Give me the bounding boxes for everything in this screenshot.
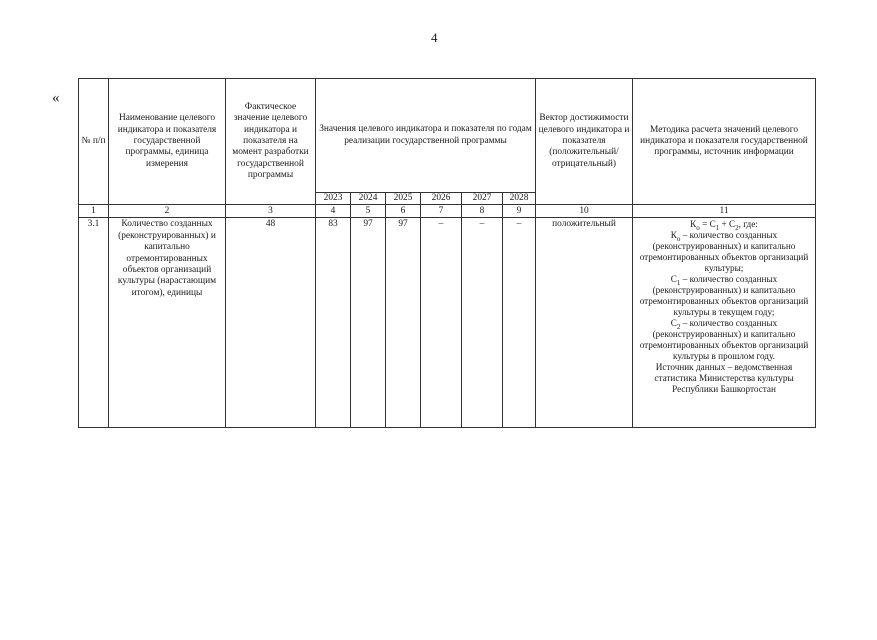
indicator-table [78, 78, 816, 428]
method-cell [633, 218, 816, 428]
column-number: 1 [79, 205, 109, 218]
formula-line: $К_о = С_1 + С_2$, где: [690, 219, 758, 233]
value-2028: – [503, 218, 536, 428]
column-number: 4 [316, 205, 351, 218]
header-no: № п/п [79, 79, 109, 205]
column-number: 9 [503, 205, 536, 218]
column-number: 7 [421, 205, 462, 218]
opening-quote: « [52, 90, 60, 106]
header-year: 2027 [462, 193, 503, 205]
table-row [79, 218, 816, 428]
page-number: 4 [431, 30, 438, 45]
definition-c1: $С_1$ – количество созданных (реконструированных) и капитально отремонтированных объектов организаций культуры в текущем году; [639, 274, 809, 318]
vector-value: положительный [536, 218, 633, 428]
value-2027: – [462, 218, 503, 428]
header-year: 2023 [316, 193, 351, 205]
value-2025: 97 [386, 218, 421, 428]
definition-k: $К_о$ – количество созданных (реконструированных) и капитально отремонтированных объектов организаций культуры; [639, 230, 809, 274]
header-year: 2026 [421, 193, 462, 205]
header-values-group: Значения целевого индикатора и показателя по годам реализации государственной программы [316, 79, 536, 193]
value-2024: 97 [351, 218, 386, 428]
value-2026: – [421, 218, 462, 428]
data-source: Источник данных – ведомственная статистика Министерства культуры Республики Башкортостан [654, 362, 794, 395]
indicator-name: Количество созданных (реконструированных) и капитально отремонтированных объектов организаций культуры (нарастающим итогом), единицы [109, 218, 226, 428]
header-year: 2025 [386, 193, 421, 205]
header-method: Методика расчета значений целевого индикатора и показателя государственной программы, источник информации [633, 79, 816, 205]
header-year: 2024 [351, 193, 386, 205]
row-number: 3.1 [79, 218, 109, 428]
fact-value: 48 [226, 218, 316, 428]
value-2023: 83 [316, 218, 351, 428]
column-number: 10 [536, 205, 633, 218]
header-vector: Вектор достижимости целевого индикатора и показателя (положительный/ отрицательный) [536, 79, 633, 205]
header-fact: Фактическое значение целевого индикатора и показателя на момент разработки государственной программы [226, 79, 316, 205]
column-number: 11 [633, 205, 816, 218]
header-name: Наименование целевого индикатора и показателя государственной программы, единица измерения [109, 79, 226, 205]
header-year: 2028 [503, 193, 536, 205]
column-number: 5 [351, 205, 386, 218]
definition-c2: $С_2$ – количество созданных (реконструированных) и капитально отремонтированных объектов организаций культуры в прошлом году. [639, 318, 809, 362]
column-number: 2 [109, 205, 226, 218]
column-number: 8 [462, 205, 503, 218]
column-number: 6 [386, 205, 421, 218]
column-number: 3 [226, 205, 316, 218]
